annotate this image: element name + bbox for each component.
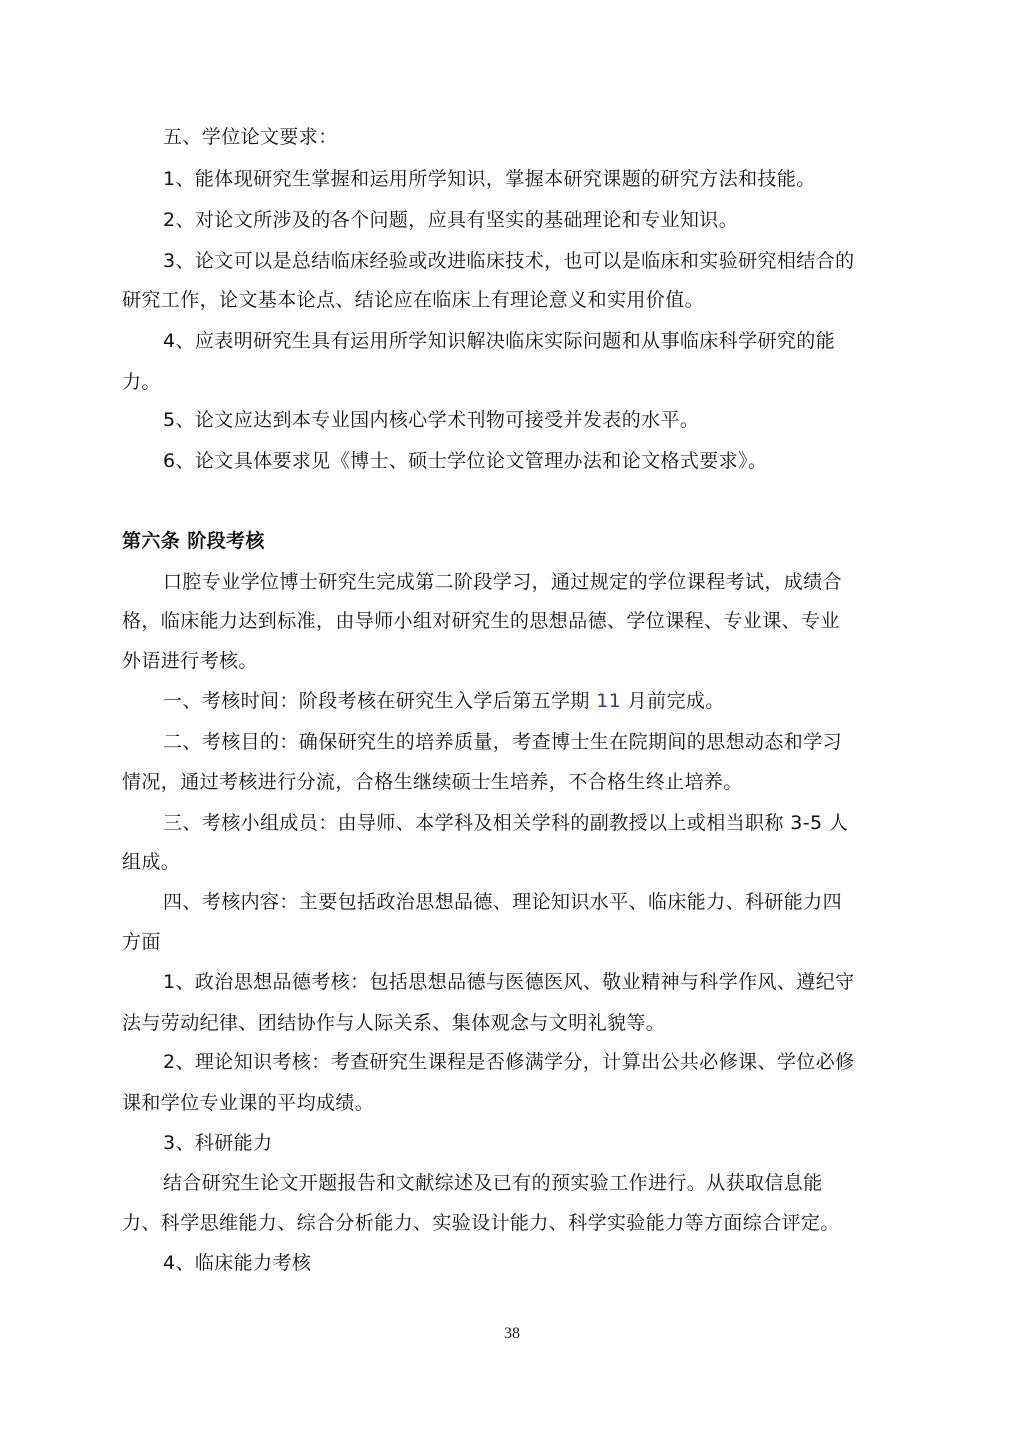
paragraph-line: 2、理论知识考核：考查研究生课程是否修满学分，计算出公共必修课、学位必修 (163, 1051, 855, 1073)
paragraph-line: 4、应表明研究生具有运用所学知识解决临床实际问题和从事临床科学研究的能 (163, 330, 836, 352)
paragraph-line: 5、论文应达到本专业国内核心学术刊物可接受并发表的水平。 (163, 409, 700, 431)
paragraph-line: 情况，通过考核进行分流，合格生继续硕士生培养，不合格生终止培养。 (122, 771, 743, 793)
assessment-time-line (163, 688, 725, 714)
paragraph-line: 1、能体现研究生掌握和运用所学知识，掌握本研究课题的研究方法和技能。 (163, 168, 816, 190)
paragraph-line: 组成。 (122, 851, 181, 873)
paragraph-line: 三、考核小组成员：由导师、本学科及相关学科的副教授以上或相当职称 3-5 人 (163, 812, 849, 834)
time-suffix: 月前完成。 (621, 690, 725, 712)
paragraph-line: 方面 (122, 931, 161, 953)
semester-month-number: 11 (596, 690, 622, 712)
paragraph-line: 法与劳动纪律、团结协作与人际关系、集体观念与文明礼貌等。 (122, 1012, 666, 1034)
paragraph-line: 力、科学思维能力、综合分析能力、实验设计能力、科学实验能力等方面综合评定。 (122, 1212, 840, 1234)
paragraph-line: 二、考核目的：确保研究生的培养质量，考查博士生在院期间的思想动态和学习 (163, 731, 843, 753)
time-prefix: 一、考核时间：阶段考核在研究生入学后第五学期 (163, 690, 597, 712)
subsection-title: 3、科研能力 (163, 1132, 273, 1154)
paragraph-line: 研究工作，论文基本论点、结论应在临床上有理论意义和实用价值。 (122, 289, 705, 311)
paragraph-line: 四、考核内容：主要包括政治思想品德、理论知识水平、临床能力、科研能力四 (163, 891, 843, 913)
paragraph-line: 1、政治思想品德考核：包括思想品德与医德医风、敬业精神与科学作风、遵纪守 (163, 971, 855, 993)
paragraph-line: 口腔专业学位博士研究生完成第二阶段学习，通过规定的学位课程考试，成绩合 (163, 571, 843, 593)
article-heading: 第六条 阶段考核 (122, 530, 265, 552)
paragraph-line: 6、论文具体要求见《博士、硕士学位论文管理办法和论文格式要求》。 (163, 450, 768, 472)
paragraph-line: 课和学位专业课的平均成绩。 (122, 1092, 375, 1114)
paragraph-line: 格，临床能力达到标准，由导师小组对研究生的思想品德、学位课程、专业课、专业 (122, 610, 840, 632)
subsection-title: 4、临床能力考核 (163, 1252, 312, 1274)
paragraph-line: 2、对论文所涉及的各个问题，应具有坚实的基础理论和专业知识。 (163, 209, 739, 231)
page-number: 38 (504, 1325, 520, 1342)
paragraph-line: 力。 (122, 371, 161, 393)
section-title: 五、学位论文要求： (163, 126, 338, 148)
paragraph-line: 3、论文可以是总结临床经验或改进临床技术，也可以是临床和实验研究相结合的 (163, 250, 855, 272)
paragraph-line: 结合研究生论文开题报告和文献综述及已有的预实验工作进行。从获取信息能 (163, 1172, 823, 1194)
paragraph-line: 外语进行考核。 (122, 650, 258, 672)
